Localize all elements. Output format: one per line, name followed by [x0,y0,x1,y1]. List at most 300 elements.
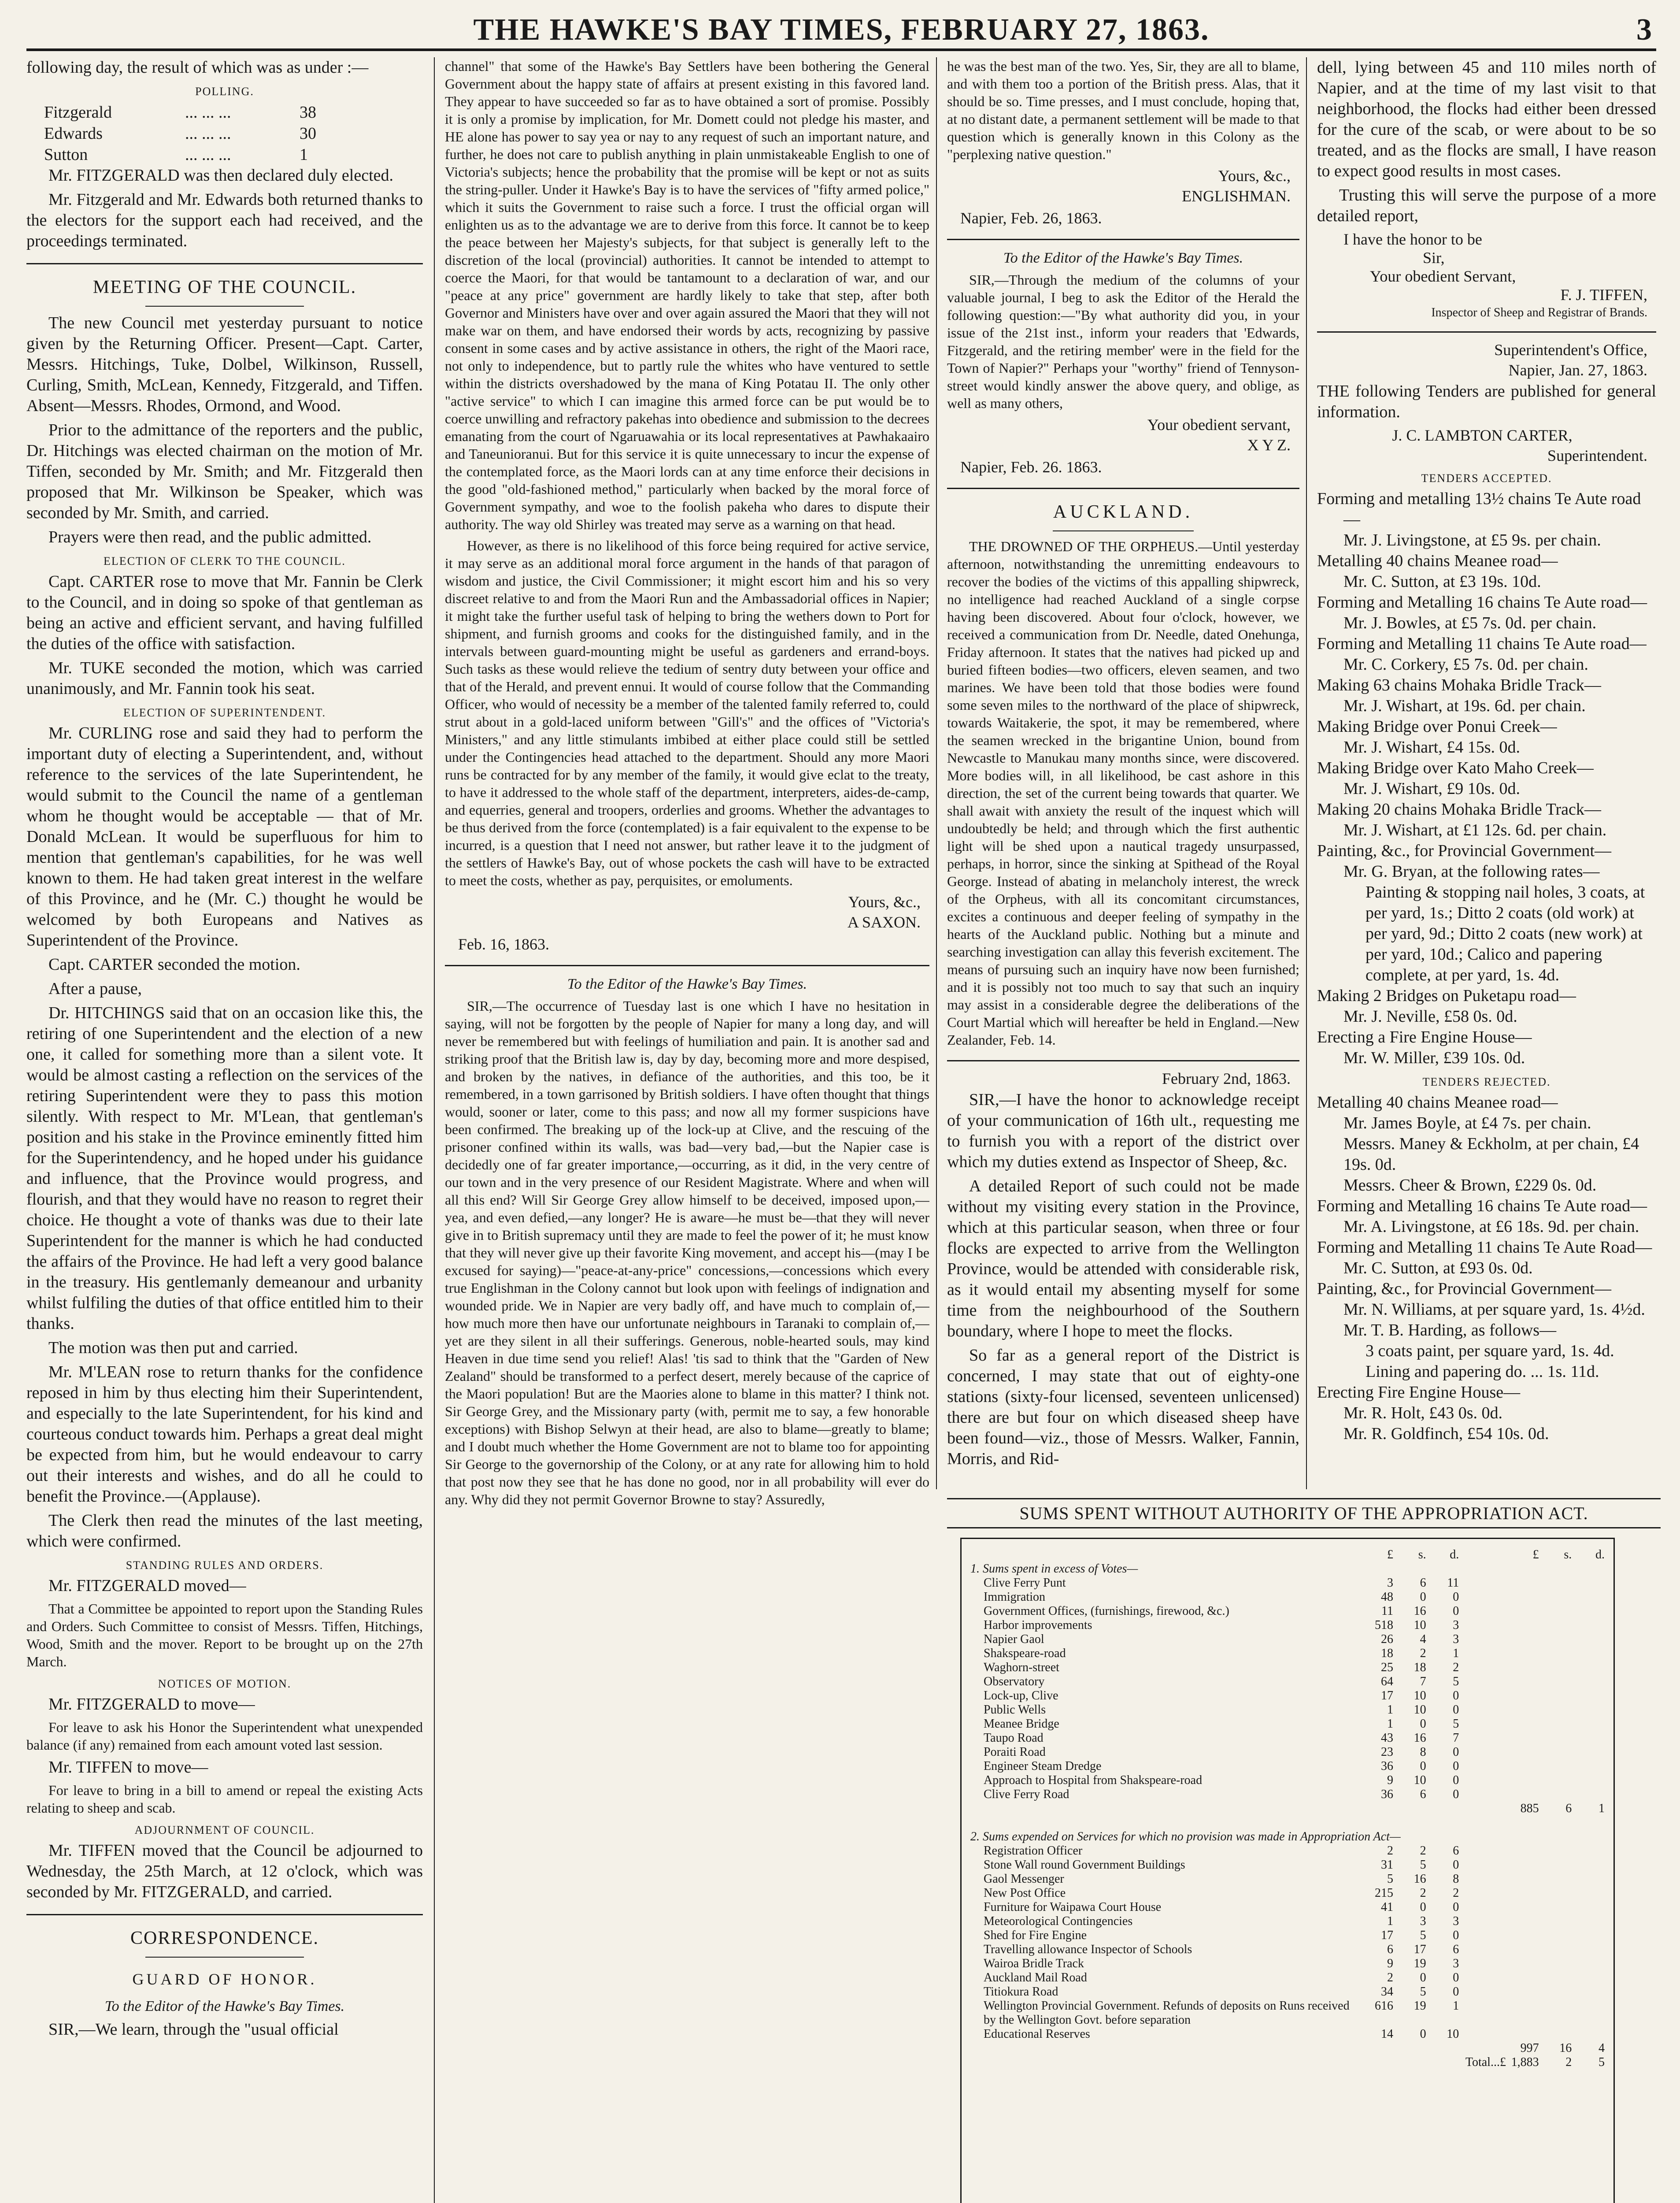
section-heading: CORRESPONDENCE. [130,1928,319,1948]
blank-cell [1539,1900,1572,1914]
paragraph: Mr. TIFFEN moved that the Council be adjourned to Wednesday, the 25th March, at 12 o'clock, which was seconded by Mr. FITZGERALD, and carried. [26,1841,423,1901]
paragraph: channel" that some of the Hawke's Bay Settlers have been bothering the General Government about the happy state of affairs at present existing in this favored land. They appear to have succeeded so far as to have obtained a sort of promise. Possibly it is only a promise by implication, for Mr. Domett could not pledge his master, and HE alone has power to say yea or nay to any request of such an important nature, and further, he does not care to publish anything in plain unmistakeable English to one of Victoria's subjects; hence the probability that the promise will be kept or not as suits the string-puller. Under it Hawke's Bay is to have the services of "fifty armed police," which it suits the Government to raise such a force. I trust the official organ will enlighten us as to the advantage we are to derive from this force. It cannot be to keep the peace between her Majesty's subjects, for that subject is generally left to the discretion of the local (provincial) authorities. It cannot be intended to attempt to coerce the Maori, for that would be tantamount to a declaration of war, and our "peace at any price" government are hardly likely to take that step, after both Governor and Ministers have over and over again assured the Maori that they will not make war on them, and have endorsed their words by acts, recognizing by passive consent in some cases and by active assistance in others, the right of the Maori race, not only to independence, but to partly rule the whites who have ventured to settle within the districts overshadowed by the mana of King Potatau II. The only other "active service" to which I can imagine this armed force can be put would be to coerce unwilling and refractory pakehas into obedience and submission to the decrees emanating from the court of Ngaruawahia or its local representatives at Pawhakaairo and Taneunioranui. But for this service it is quite unnecessary to incur the expense of the contemplated force, as the Maori lords can at any time enforce their decisions in the good "old-fashioned method," particularly when backed by the moral force of Government sympathy, and woe to the foolish pakeha who dares to dispute their authority. The way old Shirley was treated may serve as a warning on that head. [445,58,929,532]
tender-who: Mr. J. Neville, £58 0s. 0d. [1343,1007,1517,1026]
leader-dots: ... ... ... [185,103,231,122]
blank-cell [1459,1731,1506,1745]
shillings: 5 [1420,1929,1426,1942]
account-row [970,1985,1605,1999]
blank-cell [1506,1943,1539,1957]
newspaper-page [26,9,1656,2203]
tender-who: Mr. T. B. Harding, as follows— [1343,1321,1557,1339]
tender-who: Messrs. Maney & Eckholm, at per chain, £4 19s. 0d. [1343,1135,1639,1174]
shillings: 6 [1420,1576,1426,1590]
blank-cell [1459,1971,1506,1985]
divider [947,1060,1299,1061]
item-name: Registration Officer [984,1844,1083,1858]
total-pounds: 885 [1520,1802,1539,1815]
blank-cell [1459,1703,1506,1717]
signature-title: Inspector of Sheep and Registrar of Brands. [1431,306,1647,319]
divider [26,1914,423,1915]
pounds: 64 [1380,1675,1393,1688]
tender-work: Metalling 40 chains Meanee road— [1317,552,1558,570]
column-rule [936,57,937,1489]
paragraph: he was the best man of the two. Yes, Sir, they are all to blame, and with them too a portion of the British press. Alas, that it should be so. Time presses, and I must conclude, hoping that, at no distant date, a permanent settlement will be made to that question which is generally known in this Colony as the "perplexing native question." [947,58,1299,162]
account-box [960,1538,1615,2203]
paragraph: Mr. TUKE seconded the motion, which was carried unanimously, and Mr. Fannin took his seat. [26,659,423,698]
account-row [970,1618,1605,1632]
spacer-row [970,1816,1605,1830]
item-name: Waghorn-street [984,1661,1059,1674]
total-shillings: 2 [1565,2055,1572,2069]
pounds: 26 [1380,1632,1393,1646]
account-row [970,1759,1605,1773]
blank-cell [1506,1717,1539,1731]
subtotal-label [970,2041,1506,2055]
account-row [970,1886,1605,1900]
blank-cell [1539,1717,1572,1731]
divider [26,263,423,264]
paragraph: The Clerk then read the minutes of the last meeting, which were confirmed. [26,1511,423,1550]
item-name: Observatory [984,1675,1045,1688]
shillings: 16 [1414,1604,1426,1618]
blank-cell [1506,1914,1539,1929]
blank-cell [1459,1717,1506,1731]
blank-cell [1572,1604,1605,1618]
blank-cell [1506,1590,1539,1604]
valediction: Yours, &c., [848,893,921,911]
pence: 0 [1453,1745,1459,1759]
tender-who: Mr. J. Wishart, £9 10s. 0d. [1343,779,1521,798]
blank-cell [1539,1632,1572,1647]
column-3 [947,57,1299,1489]
vote-count: 1 [300,145,308,164]
pence: 8 [1453,1872,1459,1886]
total-shillings: 16 [1559,2041,1572,2055]
item-name: Approach to Hospital from Shakspeare-road [984,1773,1203,1787]
blank-cell [1506,1773,1539,1788]
item-name: Meanee Bridge [984,1717,1059,1731]
blank-cell [1459,1661,1506,1675]
pence: 0 [1453,1759,1459,1773]
pence: 1 [1453,1999,1459,2013]
divider [445,965,929,966]
total-pence: 4 [1599,2041,1605,2055]
section-heading: MEETING OF THE COUNCIL. [93,277,357,297]
pounds: 36 [1380,1788,1393,1801]
blank-cell [1506,1604,1539,1618]
column-rule [1306,57,1307,1489]
tenders-rejected [1317,1092,1656,1444]
paragraph: Mr. CURLING rose and said they had to perform the important duty of electing a Superintendent, and, without reference to the services of the late Superintendent, he would submit to the Council the name of a gentleman whom he thought would be acceptable — that of Mr. Donald McLean. It would be superfluous for him to mention that gentleman's capabilities, for he was well known to them. He had taken great interest in the welfare of this Province, and he (Mr. C.) thought he would be welcomed by both Europeans and Natives as Superintendent of the Province. [26,724,423,949]
vote-count: 38 [300,103,316,122]
pence: 0 [1453,1773,1459,1787]
masthead-title: THE HAWKE'S BAY TIMES, FEBRUARY 27, 1863. [473,13,1210,47]
blank-cell [1459,1576,1506,1590]
paragraph: Mr. Fitzgerald and Mr. Edwards both returned thanks to the electors for the support each had received, and the proceedings terminated. [26,190,423,250]
subtotal-label [970,1802,1506,1816]
blank-cell [1506,1632,1539,1647]
account-row [970,1661,1605,1675]
signature: A SAXON. [847,913,921,931]
item-name: Clive Ferry Road [984,1788,1069,1801]
account-row [970,1632,1605,1647]
blank-cell [1459,1788,1506,1802]
shillings: 6 [1420,1788,1426,1801]
column-head: d. [1595,1548,1605,1561]
letter-heading: GUARD OF HONOR. [132,1970,317,1988]
paragraph: THE DROWNED OF THE ORPHEUS.—Until yesterday afternoon, notwithstanding the unremitting endeavours to recover the bodies of the victims of this appalling shipwreck, no intelligence had reached Auckland of a single corpse having been discovered. About four o'clock, however, we received a communication from Dr. Needle, dated Onehunga, Friday afternoon. It states that the natives had picked up and buried fifteen bodies—two officers, eleven seamen, and two marines. We have been told that those bodies were found some seven miles to the northward of the place of shipwreck, towards Waitakerie, the spot, it may be remembered, where the seamen wrecked in the brigantine Union, bound from Newcastle to Manukau many months since, were discovered. More bodies will, in all likelihood, be cast ashore in this direction, the set of the current being towards that quarter. We shall await with anxiety the result of the inquest which will undoubtedly be held; and through which the first authentic light will be shed upon a nautical tragedy unsurpassed, perhaps, in horror, since the sinking at Spithead of the Royal George. Instead of abating in melancholy interest, the wreck of the Orpheus, with all its concomitant circumstances, excites a continuous and deeper feeling of sympathy in the hearts of the Auckland public. Nothing but a minute and searching investigation can allay this feverish excitement. The means of pursuing such an inquiry have now been furnished; and it is possibly not too much to say that such an inquiry may assist in a considerable degree the deliberations of the Court Martial which will hereafter be held in England.—New Zealander, Feb. 14. [947,538,1299,1048]
tender-work: Forming and Metalling 16 chains Te Aute road— [1317,1197,1647,1215]
account-subtotal [970,2055,1605,2069]
item-name: Poraiti Road [984,1745,1046,1759]
pounds: 31 [1380,1858,1393,1872]
blank-cell [1539,1971,1572,1985]
blank-cell [1506,1759,1539,1773]
shillings: 3 [1420,1914,1426,1928]
account-row [970,1773,1605,1788]
account-row [970,1647,1605,1661]
shillings: 17 [1414,1943,1426,1956]
short-rule [1053,530,1194,531]
tender-work: Making 63 chains Mohaka Bridle Track— [1317,676,1601,694]
blank-cell [1459,1943,1506,1957]
blank-cell [1572,1576,1605,1590]
paragraph: That a Committee be appointed to report upon the Standing Rules and Orders. Such Committee to consist of Messrs. Tiffen, Hitchings, Wood, Smith and the mover. Report to be brought up on the 27th March. [26,1601,423,1669]
tender-who: Mr. N. Williams, at per square yard, 1s. 4½d. [1343,1300,1645,1319]
paragraph: Mr. FITZGERALD was then declared duly elected. [48,166,393,185]
blank-cell [1539,1886,1572,1900]
tender-who: Mr. C. Sutton, at £3 19s. 10d. [1343,572,1541,591]
pence: 0 [1453,1788,1459,1801]
blank-cell [1506,1689,1539,1703]
masthead [26,9,1656,51]
tender-work: Making 20 chains Mohaka Bridle Track— [1317,800,1601,819]
blank-cell [1506,1957,1539,1971]
blank-cell [1459,2027,1506,2041]
closing: Sir, [1423,249,1445,267]
pounds: 2 [1387,1844,1393,1858]
tender-work: Forming and metalling 13½ chains Te Aute road— [1317,490,1641,529]
blank-cell [1539,1689,1572,1703]
account-subtotal [970,1802,1605,1816]
blank-cell [1459,1872,1506,1886]
pence: 0 [1453,1900,1459,1914]
valediction: Your obedient servant, [1147,416,1291,434]
pounds: 41 [1380,1900,1393,1914]
paragraph: Prior to the admittance of the reporters and the public, Dr. Hitchings was elected chairman on the motion of Mr. Tiffen, seconded by Mr. Smith; and Mr. Fitzgerald then proposed that Mr. Wilkinson be Speaker, which was seconded by Mr. Smith, and carried. [26,421,423,522]
blank-cell [1572,1943,1605,1957]
item-name: Engineer Steam Dredge [984,1759,1102,1773]
blank-cell [1459,1985,1506,1999]
shillings: 5 [1420,1858,1426,1872]
blank-cell [1506,1661,1539,1675]
blank-cell [1539,1943,1572,1957]
pounds: 1 [1387,1717,1393,1731]
pounds: 11 [1381,1604,1393,1618]
dateline: Napier, Feb. 26, 1863. [960,209,1102,227]
tender-rates: Lining and papering do. ... 1s. 11d. [1365,1362,1599,1381]
paragraph: However, as there is no likelihood of this force being required for active service, it may serve as an additional moral force argument in the hands of that paragon of wisdom and justice, the Civil Commissioner; it might escort him and his so very discreet relative to and from the Maori Run and the Ambassadorial offices in Napier; it might take the further useful task of helping to bring the wethers down to Port for shipment, and furnish grooms and cooks for the distinguished family, and in the intervals between guard-mounting might be useful as gardeners and errand-boys. Such tasks as these would relieve the tedium of sentry duty between your office and that of the Herald, and prevent ennui. It would of course follow that the Commanding Officer, who would of necessity be a member of the talented family referred to, could strut about in a gold-laced uniform between "Gill's" and the offices of "Victoria's Ministers," and any little stimulants imbibed at either place could still be settled under the Contingencies head attached to the department. Should any more Maori runs be contracted for by any member of the family, it would give eclat to the treaty, to have it addressed to the whole staff of the department, interpreters, aides-de-camp, and equerries, general and troopers, orderlies and grooms. Whether the advantages to be thus derived from the force (contemplated) is a fair equivalent to the expense to be incurred, is a question that I need not answer, but rather leave it to the judgment of the settlers of Hawke's Bay, out of whose pockets the cash will have to be extracted to meet the costs, whether as pay, perquisites, or emoluments. [445,538,929,888]
account-heading: SUMS SPENT WITHOUT AUTHORITY OF THE APPROPRIATION ACT. [947,1498,1661,1528]
column-2 [445,57,929,2203]
blank-cell [1572,1731,1605,1745]
pence: 0 [1453,1689,1459,1702]
subheading: ELECTION OF CLERK TO THE COUNCIL. [104,555,346,567]
pounds: 48 [1380,1590,1393,1604]
blank-cell [1572,1745,1605,1759]
blank-cell [1506,1576,1539,1590]
shillings: 5 [1420,1985,1426,1999]
blank-cell [1506,1745,1539,1759]
item-name: Auckland Mail Road [984,1971,1087,1984]
account-subtotal [970,2041,1605,2055]
pence: 3 [1453,1618,1459,1632]
tender-work: Forming and Metalling 11 chains Te Aute Road— [1317,1238,1652,1257]
dateline: Napier, Feb. 26. 1863. [960,458,1102,476]
account-row [970,1689,1605,1703]
blank-cell [1572,1647,1605,1661]
pounds: 17 [1380,1689,1393,1702]
tender-who: Mr. W. Miller, £39 10s. 0d. [1343,1049,1525,1067]
blank-cell [1459,1773,1506,1788]
office-name: Superintendent's Office, [1494,341,1647,359]
tender-who: Mr. J. Bowles, at £5 7s. 0d. per chain. [1343,614,1597,632]
poll-results [26,102,423,165]
divider [947,239,1299,240]
paragraph: Trusting this will serve the purpose of a more detailed report, [1317,186,1656,225]
item-name: Educational Reserves [984,2027,1090,2041]
letter-address: To the Editor of the Hawke's Bay Times. [104,1998,345,2014]
pence: 0 [1453,1985,1459,1999]
item-name: Wairoa Bridle Track [984,1957,1084,1970]
account-row [970,1604,1605,1618]
subheading: NOTICES OF MOTION. [158,1677,292,1690]
shillings: 2 [1420,1844,1426,1858]
paragraph: After a pause, [48,979,142,998]
column-head: £ [1532,1548,1539,1561]
total-pence: 1 [1599,1802,1605,1815]
account-row [970,1675,1605,1689]
pounds: 14 [1380,2027,1393,2041]
tender-who: Mr. G. Bryan, at the following rates— [1343,862,1600,881]
shillings: 4 [1420,1632,1426,1646]
signature: J. C. LAMBTON CARTER, [1392,427,1573,444]
item-name: Travelling allowance Inspector of Schools [984,1943,1192,1956]
section-heading: AUCKLAND. [1053,502,1194,522]
pounds: 25 [1380,1661,1393,1674]
pence: 3 [1453,1957,1459,1970]
shillings: 10 [1414,1689,1426,1702]
shillings: 0 [1420,1759,1426,1773]
blank-cell [1506,1872,1539,1886]
blank-cell [1539,1661,1572,1675]
pence: 10 [1447,2027,1459,2041]
item-name: Harbor improvements [984,1618,1092,1632]
tender-who: Mr. C. Corkery, £5 7s. 0d. per chain. [1343,655,1588,674]
paragraph: So far as a general report of the District is concerned, I may state that out of eighty-one stations (sixty-four licensed, seventeen unlicensed) there are but four on which diseased sheep have been found—viz., those of Messrs. Walker, Fannin, Morris, and Rid- [947,1346,1299,1468]
tender-work: Making 2 Bridges on Puketapu road— [1317,987,1576,1005]
blank-cell [1506,1647,1539,1661]
paragraph: SIR,—The occurrence of Tuesday last is one which I have no hesitation in saying, will not be forgotten by the people of Napier for many a long day, and will never be remembered but with feelings of humiliation and pain. It is another sad and striking proof that the British law is, day by day, becoming more and more despised, and broken by the natives, in defiance of the authorities, and this too, be it remembered, in a town garrisoned by British soldiers. I have often thought that things would, sooner or later, come to this pass; and now all my former suspicions have been confirmed. The breaking up of the lock-up at Clive, and the rescuing of the prisoner confined within its walls, was bad—very bad,—but the Napier case is decidedly one of far greater importance,—occurring, as it did, in the very centre of our town and in the very presence of our Resident Magistrate. Where and when will all this end? Will Sir George Grey allow himself to be deceived, imposed upon,—yea, and even defied,—any longer? He is aware—he must be—that they will never give in to British supremacy until they are made to feel the power of it; he must know that they will never give up their favorite King movement, and accept his—(may I be excused for saying)—"peace-at-any-price" concessions,—concessions which every true Englishman in the Colony cannot but look upon with feelings of indignation and wounded pride. We in Napier are very badly off, and have much to complain of,—how much more then have our unfortunate neighbours in Taranaki to complain of,—yet are they silent in all their sufferings. Generous, noble-hearted souls, may kind Heaven in due time send you relief! Alas! 'tis sad to think that the "Garden of New Zealand" should be transformed to a perfect desert, merely because of the caprice of the Maori population! But are the Maories alone to blame in this matter? I think not. Sir George Grey, and the Missionary party (with, permit me to say, a few honorable exceptions) with Bishop Selwyn at their head, are also to blame—greatly to blame; and I doubt much whether the Home Government are not to blame too for appointing Sir George to the governorship of the Colony, or at any rate for allowing him to hold that post now they see that he has done no good, nor in all probability will ever do any. Why did they not permit Governor Browne to stay? Assuredly, [445,998,929,1507]
pounds: 34 [1380,1985,1393,1999]
pounds: 9 [1387,1773,1393,1787]
blank-cell [1539,1675,1572,1689]
paragraph: For leave to bring in a bill to amend or repeal the existing Acts relating to sheep and scab. [26,1782,423,1816]
candidate-name: Fitzgerald [44,103,112,122]
dateline: Feb. 16, 1863. [458,935,549,953]
blank-cell [1539,1773,1572,1788]
pounds: 6 [1387,1943,1393,1956]
blank-cell [1506,1985,1539,1999]
pounds: 3 [1387,1576,1393,1590]
shillings: 8 [1420,1745,1426,1759]
account-row [970,1576,1605,1590]
paragraph: Capt. CARTER rose to move that Mr. Fannin be Clerk to the Council, and in doing so spoke of that gentleman as being an active and efficient servant, and having fulfilled the duties of the office with satisfaction. [26,572,423,653]
pounds: 2 [1387,1971,1393,1984]
paragraph: Mr. M'LEAN rose to return thanks for the confidence reposed in him by thus electing him their Superintendent, and especially to the late Superintendent, for his kind and courteous conduct towards him. Perhaps a great deal might be expected from him, but he would endeavour to carry out their interests and wishes, and do all he could to benefit the Province.—(Applause). [26,1363,423,1506]
shillings: 2 [1420,1886,1426,1900]
blank-cell [1459,1604,1506,1618]
tender-who: Mr. R. Goldfinch, £54 10s. 0d. [1343,1424,1549,1443]
blank-cell [1459,1548,1506,1562]
blank-cell [1572,1703,1605,1717]
paragraph: THE following Tenders are published for general information. [1317,382,1656,421]
account-row [970,1929,1605,1943]
item-name: Shed for Fire Engine [984,1929,1087,1942]
paragraph: The motion was then put and carried. [48,1339,298,1357]
paragraph: For leave to ask his Honor the Superintendent what unexpended balance (if any) remained from each amount voted last session. [26,1719,423,1753]
pounds: 616 [1374,1999,1393,2013]
column-rule [434,57,435,2203]
signature: ENGLISHMAN. [1182,187,1291,205]
account-column-heads [970,1548,1605,1562]
tender-work: Forming and Metalling 16 chains Te Aute road— [1317,593,1647,612]
column-4 [1317,57,1656,1489]
pence: 0 [1453,1929,1459,1942]
blank-cell [1539,1745,1572,1759]
blank-cell [1572,1999,1605,2027]
pence: 0 [1453,1971,1459,1984]
blank-cell [1572,1886,1605,1900]
pence: 5 [1453,1717,1459,1731]
shillings: 19 [1414,1999,1426,2013]
item-name: Shakspeare-road [984,1647,1066,1660]
blank-cell [1539,1957,1572,1971]
pence: 0 [1453,1590,1459,1604]
paragraph: SIR,—Through the medium of the columns of your valuable journal, I beg to ask the Editor of the Herald the following question:—"By what authority did you, in your issue of the 21st inst., inform your readers that 'Edwards, Fitzgerald, and the retiring member' were in the field for the Town of Napier?" Perhaps your "worthy" friend of Tennyson-street would kindly answer the above query, and oblige, as well as many others, [947,272,1299,411]
paragraph: Mr. TIFFEN to move— [48,1758,208,1776]
blank-cell [1572,1788,1605,1802]
account-section [970,1562,1605,1576]
tender-work: Painting, &c., for Provincial Government— [1317,1280,1612,1298]
signature-title: Superintendent. [1547,447,1647,464]
blank-cell [1539,1858,1572,1872]
tender-work: Forming and Metalling 11 chains Te Aute road— [1317,634,1647,653]
shillings: 18 [1414,1661,1426,1674]
tenders-accepted [1317,489,1656,1068]
pence: 2 [1453,1886,1459,1900]
subheading: STANDING RULES AND ORDERS. [126,1559,324,1572]
tender-work: Making Bridge over Ponui Creek— [1317,717,1557,736]
tender-who: Mr. J. Livingstone, at £5 9s. per chain. [1343,531,1601,549]
account-body [970,1548,1605,2069]
blank-cell [1506,1731,1539,1745]
letter-address: To the Editor of the Hawke's Bay Times. [567,976,807,992]
tender-who: Mr. A. Livingstone, at £6 18s. 9d. per chain. [1343,1217,1639,1236]
shillings: 10 [1414,1773,1426,1787]
tender-rates: 3 coats paint, per square yard, 1s. 4d. [1365,1342,1614,1360]
blank-cell [1459,1675,1506,1689]
blank-cell [1506,1675,1539,1689]
pounds: 215 [1374,1886,1393,1900]
paragraph: dell, lying between 45 and 110 miles north of Napier, and at the time of my last visit to that neighborhood, the flocks had either been dressed for the cure of the scab, or were about to be so treated, and as the flocks are small, I have reason to expect good results in most cases. [1317,58,1656,180]
shillings: 16 [1414,1872,1426,1886]
dateline: February 2nd, 1863. [1162,1070,1291,1087]
blank-cell [1572,1632,1605,1647]
blank-cell [1506,2027,1539,2041]
pence: 2 [1453,1661,1459,1674]
account-table [970,1548,1605,2069]
tender-who: Mr. C. Sutton, at £93 0s. 0d. [1343,1259,1533,1277]
candidate-name: Edwards [44,124,103,143]
subheading: ADJOURNMENT OF COUNCIL. [134,1824,315,1836]
poll-row [26,102,423,123]
pounds: 17 [1380,1929,1393,1942]
column-head: s. [1564,1548,1572,1561]
blank-cell [1539,1985,1572,1999]
blank-cell [1506,1844,1539,1858]
blank-cell [1572,1872,1605,1886]
item-name: Lock-up, Clive [984,1689,1058,1702]
account-row [970,1703,1605,1717]
shillings: 2 [1420,1647,1426,1660]
blank-cell [1459,1957,1506,1971]
blank-cell [1572,1717,1605,1731]
blank-cell [1539,1999,1572,2027]
short-rule [145,306,304,307]
blank-cell [1539,1703,1572,1717]
account-row [970,1745,1605,1759]
paragraph: SIR,—We learn, through the "usual official [48,2020,339,2039]
shillings: 0 [1420,1900,1426,1914]
pence: 1 [1453,1647,1459,1660]
blank-cell [1572,1971,1605,1985]
blank-cell [1459,1929,1506,1943]
blank-cell [1572,1844,1605,1858]
account-row [970,1590,1605,1604]
tender-who: Mr. J. Wishart, at 19s. 6d. per chain. [1343,697,1586,715]
blank-cell [1459,1886,1506,1900]
account-row [970,1943,1605,1957]
blank-cell [1572,1618,1605,1632]
item-name: New Post Office [984,1886,1066,1900]
leader-dots: ... ... ... [185,145,231,164]
total-shillings: 6 [1565,1802,1572,1815]
section-title: 2. Sums expended on Services for which no provision was made in Appropriation Act— [970,1830,1401,1843]
item-name: Gaol Messenger [984,1872,1064,1886]
account-row [970,1900,1605,1914]
blank-cell [1506,1886,1539,1900]
item-name: Furniture for Waipawa Court House [984,1900,1162,1914]
paragraph: Mr. FITZGERALD moved— [48,1576,246,1595]
pounds: 518 [1374,1618,1393,1632]
blank-cell [1539,1590,1572,1604]
blank-cell [1459,1999,1506,2027]
pounds: 18 [1380,1647,1393,1660]
blank-cell [1459,1590,1506,1604]
subtotal-label: Total...£ [1465,2055,1506,2069]
subheading: TENDERS ACCEPTED. [1421,472,1552,485]
